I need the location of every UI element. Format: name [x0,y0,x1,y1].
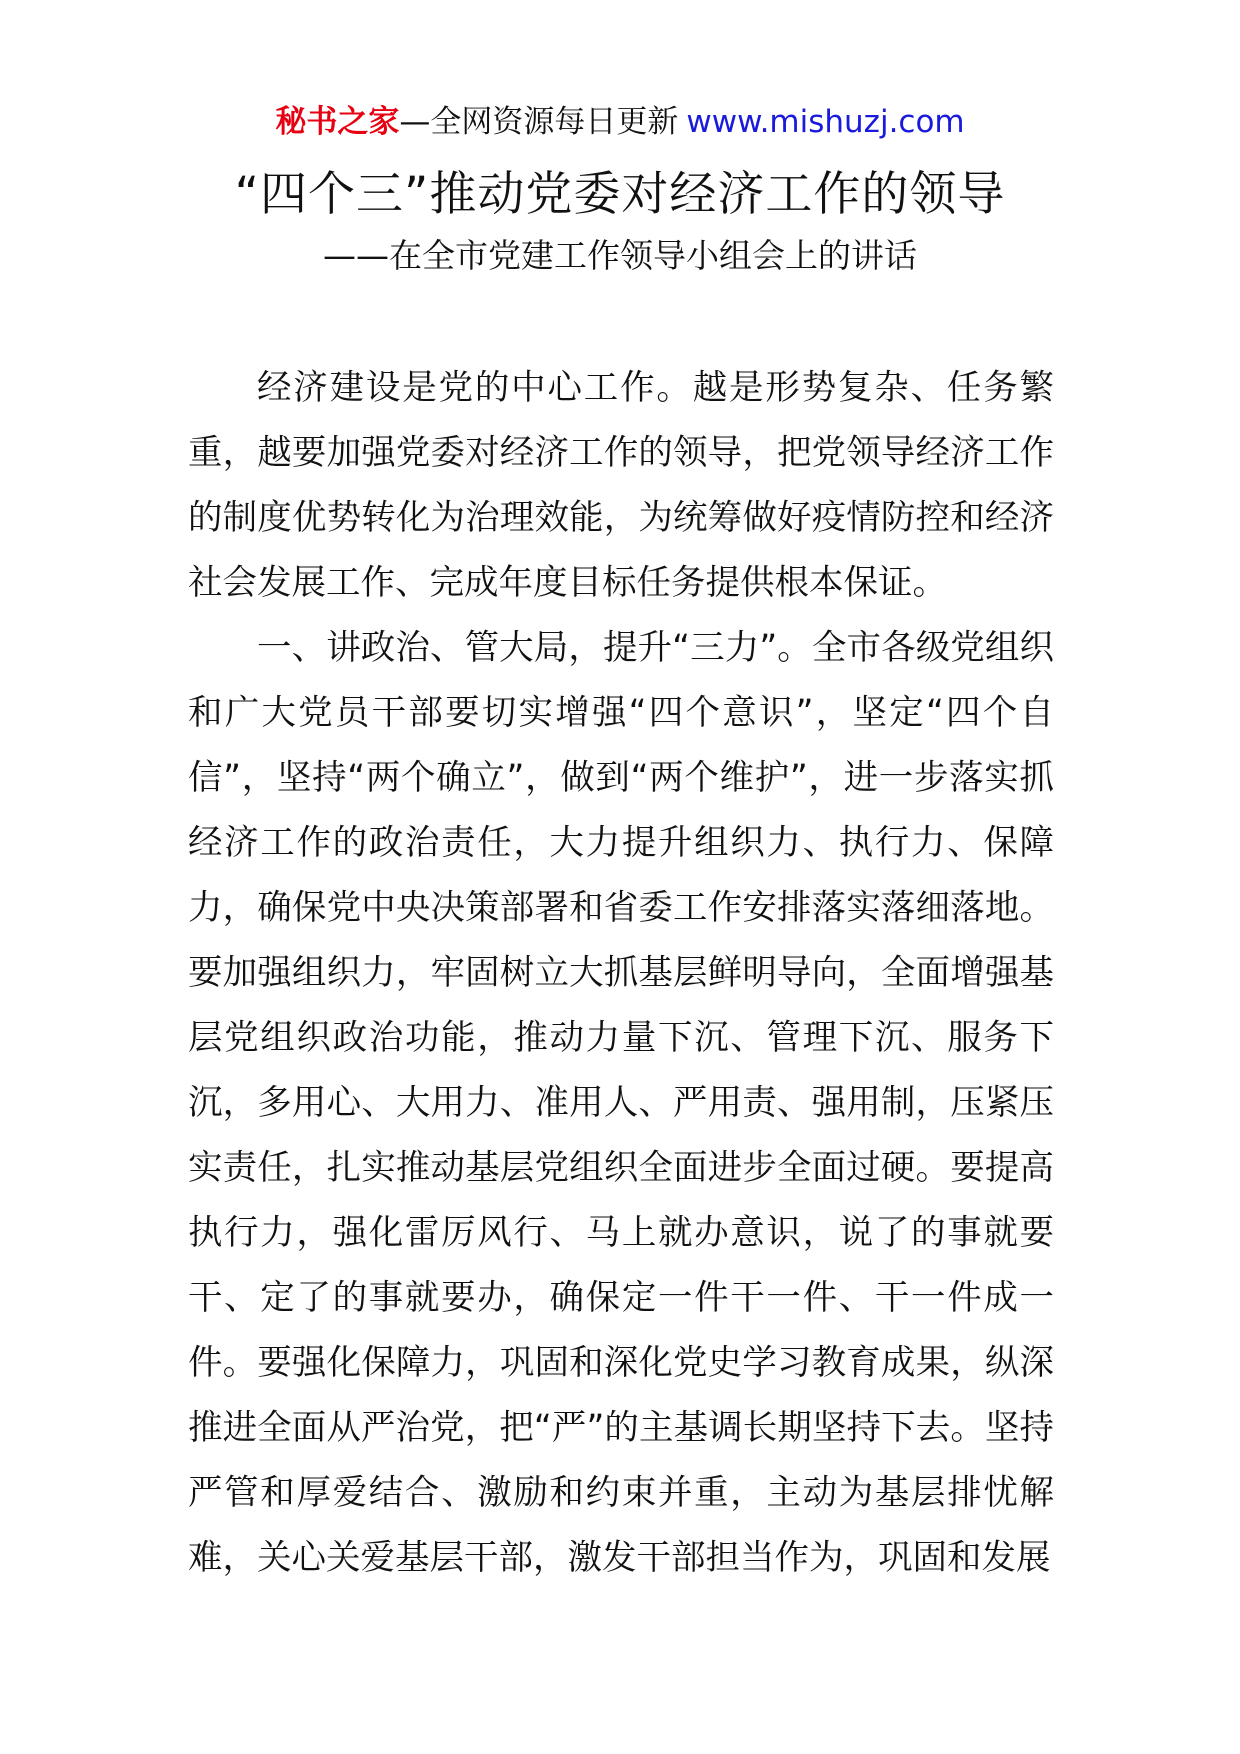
paragraph-section-one: 一、讲政治、管大局，提升“三力”。全市各级党组织和广大党员干部要切实增强“四个意识”，坚定“四个自信”，坚持“两个确立”，做到“两个维护”，进一步落实抓经济工作的政治责任，大力提升组织力、执行力、保障力，确保党中央决策部署和省委工作安排落实落细落地。要加强组织力，牢固树立大抓基层鲜明导向，全面增强基层党组织政治功能，推动力量下沉、管理下沉、服务下沉，多用心、大用力、准用人、严用责、强用制，压紧压实责任，扎实推动基层党组织全面进步全面过硬。要提高执行力，强化雷厉风行、马上就办意识，说了的事就要干、定了的事就要办，确保定一件干一件、干一件成一件。要强化保障力，巩固和深化党史学习教育成果，纵深推进全面从严治党，把“严”的主基调长期坚持下去。坚持严管和厚爱结合、激励和约束并重，主动为基层排忧解难，关心关爱基层干部，激发干部担当作为，巩固和发展 [188,628,1054,1578]
document-subtitle: ——在全市党建工作领导小组会上的讲话 [323,236,917,275]
document-body [188,356,1054,1591]
paragraph-intro: 经济建设是党的中心工作。越是形势复杂、任务繁重，越要加强党委对经济工作的领导，把党领导经济工作的制度优势转化为治理效能，为统筹做好疫情防控和经济社会发展工作、完成年度目标任务提供根本保证。 [188,368,1054,603]
document-title: “四个三”推动党委对经济工作的领导 [234,167,1006,222]
site-tagline: —全网资源每日更新 [399,104,679,140]
site-url-link[interactable]: www.mishuzj.com [686,104,965,140]
site-banner [0,100,1240,144]
site-brand: 秘书之家 [275,104,400,140]
